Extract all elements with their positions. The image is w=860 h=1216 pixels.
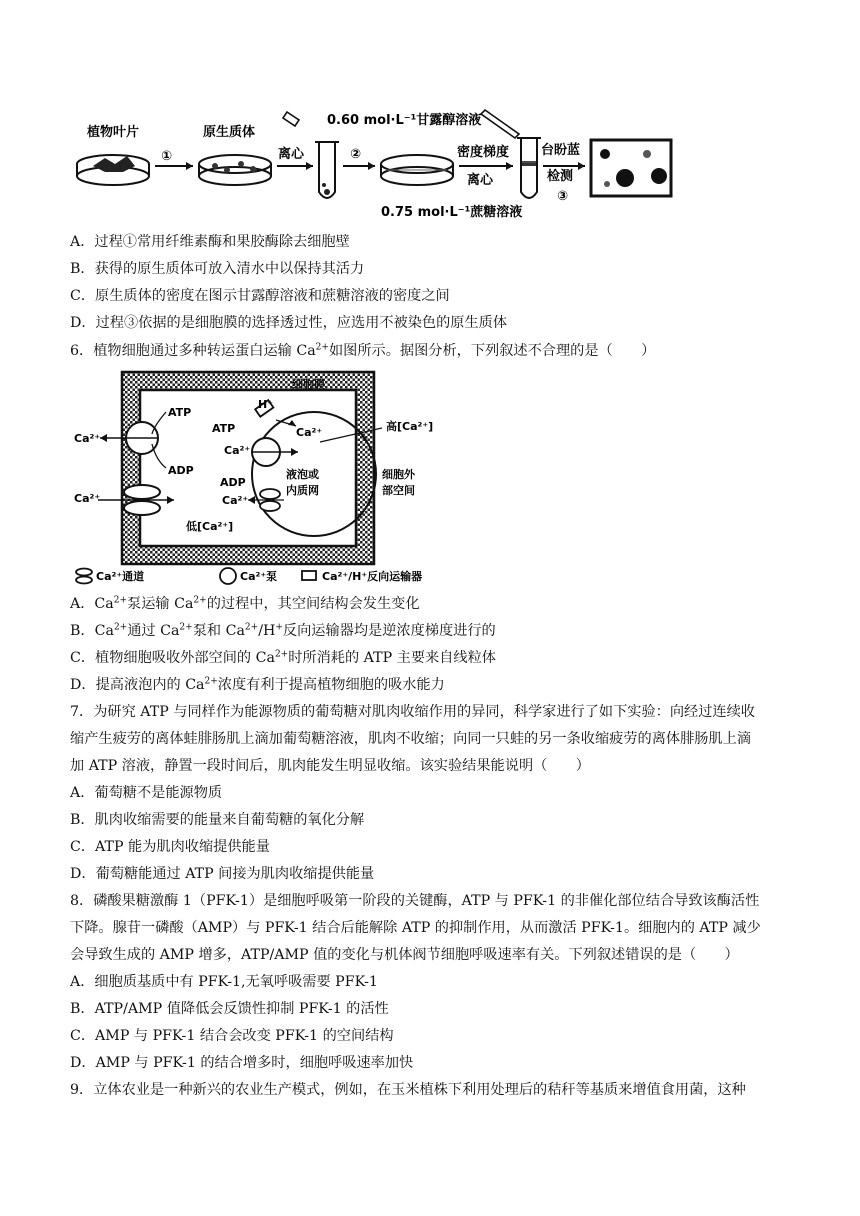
cell-wall [122, 372, 374, 564]
q7-option-c: C．ATP 能为肌肉收缩提供能量 [70, 839, 270, 855]
legend [76, 568, 422, 584]
centrifuge-label: 离心 [278, 147, 305, 162]
q7-option-b: B．肌肉收缩需要的能量来自葡萄糖的氧化分解 [70, 812, 365, 828]
q6-stem-a: 6．植物细胞通过多种转运蛋白运输 Ca [70, 343, 316, 359]
legend-pump: Ca²⁺泵 [240, 570, 278, 583]
q6-stem [70, 341, 655, 361]
q5-option-a: A．过程①常用纤维素酶和果胶酶除去细胞壁 [70, 234, 350, 250]
membrane-label: 细胞膜 [292, 378, 325, 391]
protoplast-figure [75, 108, 675, 220]
q8-stem-2: 下降。腺苷一磷酸（AMP）与 PFK-1 结合后能解除 ATP 的抑制作用，从而激活 PFK-1。细胞内的 ATP 减少 [70, 920, 761, 936]
legend-channel: Ca²⁺通道 [96, 570, 145, 583]
q8-option-a: A．细胞质基质中有 PFK-1,无氧呼吸需要 PFK-1 [70, 974, 378, 990]
q8-option-c: C．AMP 与 PFK-1 结合会改变 PFK-1 的空间结构 [70, 1028, 394, 1044]
q5-option-c: C．原生质体的密度在图示甘露醇溶液和蔗糖溶液的密度之间 [70, 288, 450, 304]
protoplast-dish [199, 155, 271, 185]
wash-dish [381, 155, 453, 185]
q6-option-a: A．$Ca^{2+}$泵运输 $Ca^{2+}$的过程中，其空间结构会发生变化 [70, 595, 420, 612]
centrifuge2-label: 离心 [467, 173, 494, 188]
q6-stem-sup: 2+ [315, 342, 329, 353]
q5-option-b: B．获得的原生质体可放入清水中以保持其活力 [70, 261, 365, 277]
mannitol-label: 0.60 mol·L⁻¹甘露醇溶液 [327, 113, 482, 128]
vacuole-label-1: 液泡或 [286, 468, 319, 481]
q8-stem-1: 8．磷酸果糖激酶 1（PFK-1）是细胞呼吸第一阶段的关键酶，ATP 与 PFK-1 的非催化部位结合导致该酶活性 [70, 893, 760, 909]
ca-low-label: Ca²⁺ [222, 494, 249, 507]
atp-label-2: ATP [212, 422, 236, 435]
q6-option-b: B．$Ca^{2+}$通过 $Ca^{2+}$泵和 $Ca^{2+}/H^+$反向运输器均是逆浓度梯度进行的 [70, 622, 496, 639]
q7-option-a: A．葡萄糖不是能源物质 [70, 785, 223, 801]
atp-label-1: ATP [168, 406, 192, 419]
legend-antiporter: Ca²⁺/H⁺反向运输器 [322, 570, 423, 583]
calcium-transport-figure [70, 366, 450, 590]
sucrose-label: 0.75 mol·L⁻¹蔗糖溶液 [381, 205, 523, 220]
ca-mid-label: Ca²⁺ [224, 444, 251, 457]
adp-label-1: ADP [168, 464, 194, 477]
leaf-dish [77, 155, 149, 185]
high-ca-label: 高[Ca²⁺] [386, 420, 434, 433]
leaf-label: 植物叶片 [87, 125, 140, 140]
adp-label-2: ADP [220, 476, 246, 489]
step1-label: ① [161, 149, 173, 164]
q7-option-d: D．葡萄糖能通过 ATP 间接为肌肉收缩提供能量 [70, 866, 375, 882]
vacuole-label-2: 内质网 [286, 484, 319, 497]
centrifuge-tube-1 [315, 142, 339, 198]
outside-label-1: 细胞外 [382, 468, 415, 481]
q5-option-d: D．过程③依据的是细胞膜的选择透过性，应选用不被染色的原生质体 [70, 315, 508, 331]
step3-label: ③ [557, 189, 569, 204]
q7-stem-3: 加 ATP 溶液，静置一段时间后，肌肉能发生明显收缩。该实验结果能说明（ ） [70, 758, 590, 774]
low-ca-label: 低[Ca²⁺] [186, 520, 234, 533]
q8-option-d: D．AMP 与 PFK-1 的结合增多时，细胞呼吸速率加快 [70, 1055, 414, 1071]
protoplast-label: 原生质体 [203, 125, 256, 140]
trypan-label: 台盼蓝 [541, 143, 581, 158]
q9-stem-1: 9．立体农业是一种新兴的农业生产模式，例如，在玉米植株下利用处理后的秸秆等基质来增值食用菌，这种 [70, 1082, 746, 1098]
q8-option-b: B．ATP/AMP 值降低会反馈性抑制 PFK-1 的活性 [70, 1001, 389, 1017]
ca-label-left-1: Ca²⁺ [74, 432, 101, 445]
q7-stem-2: 缩产生疲劳的离体蛙腓肠肌上滴加葡萄糖溶液，肌肉不收缩；向同一只蛙的另一条收缩疲劳的离体腓肠肌上滴 [70, 731, 752, 747]
q6-option-c: C．植物细胞吸收外部空间的 $Ca^{2+}$时所消耗的 ATP 主要来自线粒体 [70, 649, 496, 666]
q8-stem-3: 会导致生成的 AMP 增多，ATP/AMP 值的变化与机体阀节细胞呼吸速率有关。下列叙述错误的是（ ） [70, 947, 739, 963]
q6-option-d: D．提高液泡内的 $Ca^{2+}$浓度有利于提高植物细胞的吸水能力 [70, 676, 445, 693]
h-plus-label: H⁺ [258, 398, 274, 411]
ca-top-label: Ca²⁺ [296, 426, 323, 439]
gradient-label: 密度梯度 [457, 145, 510, 160]
q6-stem-b: 如图所示。据图分析，下列叙述不合理的是（ ） [328, 343, 656, 359]
microscope-view [591, 140, 671, 196]
q7-stem-1: 7．为研究 ATP 与同样作为能源物质的葡萄糖对肌肉收缩作用的异同，科学家进行了如下实验：向经过连续收 [70, 704, 755, 720]
detect-label: 检测 [547, 169, 574, 184]
centrifuge-tube-2 [517, 138, 541, 198]
step2-label: ② [350, 147, 362, 162]
ca-label-left-2: Ca²⁺ [74, 492, 101, 505]
outside-label-2: 部空间 [382, 484, 415, 497]
